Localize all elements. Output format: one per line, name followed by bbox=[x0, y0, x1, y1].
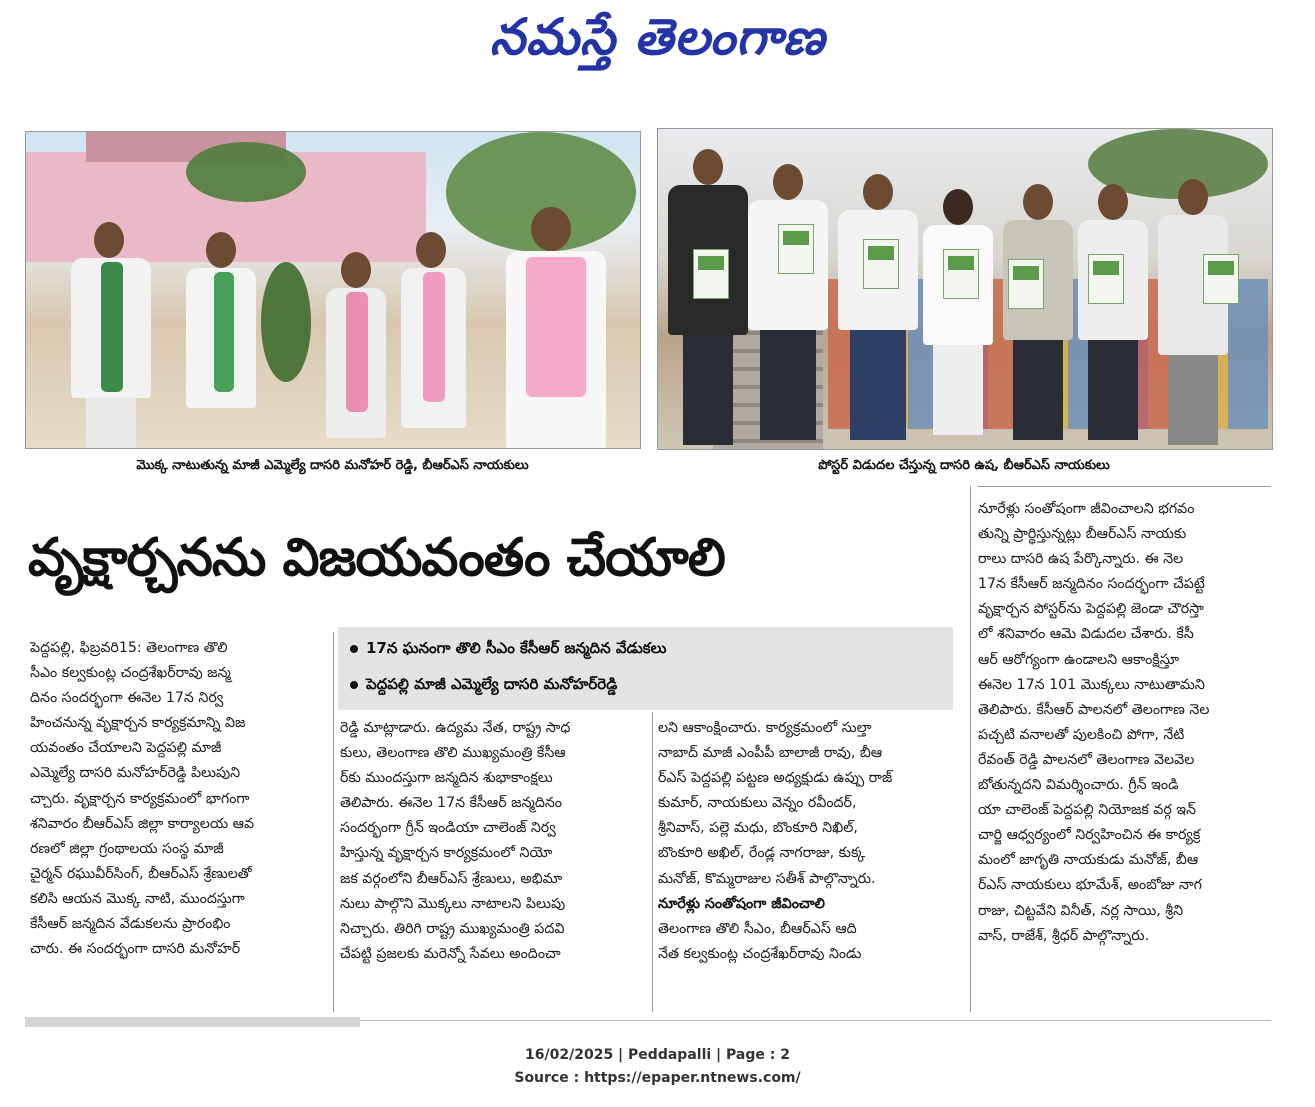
footer-source-link[interactable]: Source : https://epaper.ntnews.com/ bbox=[514, 1070, 801, 1086]
text-line: హిస్తున్న వృక్షార్చన కార్యక్రమంలో నియో bbox=[340, 845, 553, 862]
text-line: నూరేళ్లు సంతోషంగా జీవించాలని భగవం bbox=[978, 501, 1195, 517]
article-subheading: నూరేళ్లు సంతోషంగా జీవించాలి bbox=[658, 895, 825, 912]
text-line: దినం సందర్భంగా ఈనెల 17న నిర్వ bbox=[30, 690, 224, 707]
text-line: ఈనెల 17న 101 మొక్కలు నాటుతామని bbox=[978, 676, 1205, 693]
text-line: చేపట్టి ప్రజలకు మరెన్నో సేవలు అందించా bbox=[340, 945, 561, 962]
text-line: పెద్దపల్లి, ఫిబ్రవరి15: తెలంగాణ తొలి bbox=[30, 640, 228, 656]
text-line: రాలు దాసరి ఉష పేర్కొన్నారు. ఈ నెల bbox=[978, 551, 1184, 568]
text-line: నిచ్చారు. తిరిగి రాష్ట్ర ముఖ్యమంత్రి పదవి bbox=[340, 920, 565, 937]
text-line: ర్‌ఎస్ పెద్దపల్లి పట్టణ అధ్యక్షుడు ఉప్పు రాజ్ bbox=[658, 770, 893, 787]
highlight-item: పెద్దపల్లి మాజీ ఎమ్మెల్యే దాసరి మనోహర్‌రెడ్డి bbox=[366, 675, 617, 697]
article-column-2 bbox=[340, 716, 645, 967]
text-line: నేత కల్వకుంట్ల చంద్రశేఖర్‌రావు నిండు bbox=[658, 945, 862, 962]
page-divider-line bbox=[360, 1020, 1271, 1021]
text-line: కుమార్, నాయకులు వెన్నం రవీందర్, bbox=[658, 795, 857, 812]
text-line: ర్‌కు ముందస్తుగా జన్మదిన శుభాకాంక్షలు bbox=[340, 770, 553, 787]
text-line: వృక్షార్చన పోస్టర్‌ను పెద్దపల్లి జెండా చౌరస్తా bbox=[978, 601, 1204, 618]
text-line: సీఎం కల్వకుంట్ల చంద్రశేఖర్‌రావు జన్మ bbox=[30, 665, 231, 682]
text-line: మనోజ్, కొమ్మరాజుల సతీశ్ పాల్గొన్నారు. bbox=[658, 870, 876, 887]
article-column-1 bbox=[30, 636, 330, 962]
text-line: శనివారం బీఆర్‌ఎస్ జిల్లా కార్యాలయ ఆవ bbox=[30, 815, 255, 832]
text-line: రేవంత్ రెడ్డి పాలనలో తెలంగాణ వెలవెల bbox=[978, 751, 1195, 768]
text-line: యవంతం చేయాలని పెద్దపల్లి మాజీ bbox=[30, 740, 222, 757]
text-line: రాజు, చిట్టవేని వినీత్, నర్ల సాయి, శ్రీని bbox=[978, 902, 1184, 919]
text-line: నాబాద్ మాజీ ఎంపీపీ బాలాజీ రావు, బీఆ bbox=[658, 745, 883, 762]
text-line: సందర్భంగా గ్రీన్ ఇండియా చాలెంజ్ నిర్వ bbox=[340, 820, 556, 837]
photo-caption-right: పోస్టర్ విడుదల చేస్తున్న దాసరి ఉష, బీఆర్‌ఎస్ నాయకులు bbox=[818, 458, 1110, 473]
text-line: లో శనివారం ఆమె విడుదల చేశారు. కేసీ bbox=[978, 626, 1194, 643]
footer-date-edition-page: 16/02/2025 | Peddapalli | Page : 2 bbox=[525, 1047, 790, 1063]
photo-caption-left: మొక్క నాటుతున్న మాజీ ఎమ్మెల్యే దాసరి మనోహర్ రెడ్డి, బీఆర్‌ఎస్ నాయకులు bbox=[136, 458, 529, 473]
text-line: కేసీఆర్ జన్మదిన వేడుకలను ప్రారంభిం bbox=[30, 916, 231, 933]
text-line: ఎమ్మెల్యే దాసరి మనోహర్‌రెడ్డి పిలుపుని bbox=[30, 765, 241, 782]
page-divider bbox=[25, 1017, 360, 1027]
text-line: తెలిపారు. ఈనెల 17న కేసీఆర్ జన్మదినం bbox=[340, 795, 563, 812]
text-line: చారు. ఈ సందర్భంగా దాసరి మనోహర్ bbox=[30, 941, 241, 958]
text-line: చార్జి ఆధ్వర్యంలో నిర్వహించిన ఈ కార్యక్ర bbox=[978, 827, 1201, 844]
article-headline: వృక్షార్చనను విజయవంతం చేయాలి bbox=[28, 528, 725, 588]
text-line: రణలో జిల్లా గ్రంథాలయ సంస్థ మాజీ bbox=[30, 840, 224, 857]
text-line: కలిసి ఆయన మొక్క నాటి, ముందస్తుగా bbox=[30, 890, 245, 907]
photo-tree-planting bbox=[25, 131, 641, 449]
text-line: తెలిపారు. కేసీఆర్ పాలనలో తెలంగాణ నెల bbox=[978, 701, 1210, 718]
newspaper-masthead: నమస్తే తెలంగాణ bbox=[489, 8, 826, 66]
text-line: హించనున్న వృక్షార్చన కార్యక్రమాన్ని విజ bbox=[30, 715, 246, 732]
text-line: కులు, తెలంగాణ తొలి ముఖ్యమంత్రి కేసీఆ bbox=[340, 745, 566, 762]
text-line: జక వర్గంలోని బీఆర్‌ఎస్ శ్రేణులు, అభిమా bbox=[340, 870, 563, 887]
text-line: తెలంగాణ తొలి సీఎం, బీఆర్‌ఎస్ ఆది bbox=[658, 920, 857, 937]
article-column-3 bbox=[658, 716, 963, 967]
highlights-box bbox=[338, 627, 953, 710]
text-line: లని ఆకాంక్షించారు. కార్యక్రమంలో సుల్తా bbox=[658, 720, 872, 736]
text-line: యా చాలెంజ్ పెద్దపల్లి నియోజక వర్గ ఇన్ bbox=[978, 802, 1196, 819]
highlight-item: 17న ఘనంగా తొలి సీఎం కేసీఆర్ జన్మదిన వేడుకలు bbox=[366, 639, 666, 661]
text-line: చైర్మన్ రఘువీర్‌సింగ్, బీఆర్‌ఎస్ శ్రేణులతో bbox=[30, 865, 252, 882]
photo-poster-release bbox=[657, 128, 1273, 450]
text-line: నులు పాల్గొని మొక్కలు నాటాలని పిలుపు bbox=[340, 895, 566, 912]
text-line: 17న కేసీఆర్ జన్మదినం సందర్భంగా చేపట్టే bbox=[978, 576, 1205, 593]
text-line: రెడ్డి మాట్లాడారు. ఉద్యమ నేత, రాష్ట్ర సాధ bbox=[340, 720, 571, 736]
text-line: శ్రీనివాస్, పల్లె మధు, బొంకూరి నిఖిల్, bbox=[658, 820, 858, 837]
text-line: పచ్చటి వనాలతో పులకించి పోగా, నేటి bbox=[978, 726, 1185, 743]
text-line: ర్‌ఎస్ నాయకులు భూమేశ్, అంబోజు నాగ bbox=[978, 877, 1202, 894]
text-line: చ్చారు. వృక్షార్చన కార్యక్రమంలో భాగంగా bbox=[30, 790, 250, 807]
text-line: ఆర్ ఆరోగ్యంగా ఉండాలని ఆకాంక్షిస్తూ bbox=[978, 651, 1180, 668]
text-line: బొంకూరి అఖిల్, రేండ్ల నాగరాజు, కుక్క bbox=[658, 845, 866, 862]
text-line: బోతున్నదని విమర్శించారు. గ్రీన్ ఇండి bbox=[978, 777, 1179, 794]
text-line: తున్ని ప్రార్థిస్తున్నట్లు బీఆర్‌ఎస్ నాయకు bbox=[978, 526, 1187, 543]
text-line: వాస్, రాజేశ్, శ్రీధర్ పాల్గొన్నారు. bbox=[978, 927, 1150, 944]
article-column-4 bbox=[978, 497, 1268, 949]
text-line: మంలో జాగృతి నాయకుడు మనోజ్, బీఆ bbox=[978, 852, 1199, 869]
